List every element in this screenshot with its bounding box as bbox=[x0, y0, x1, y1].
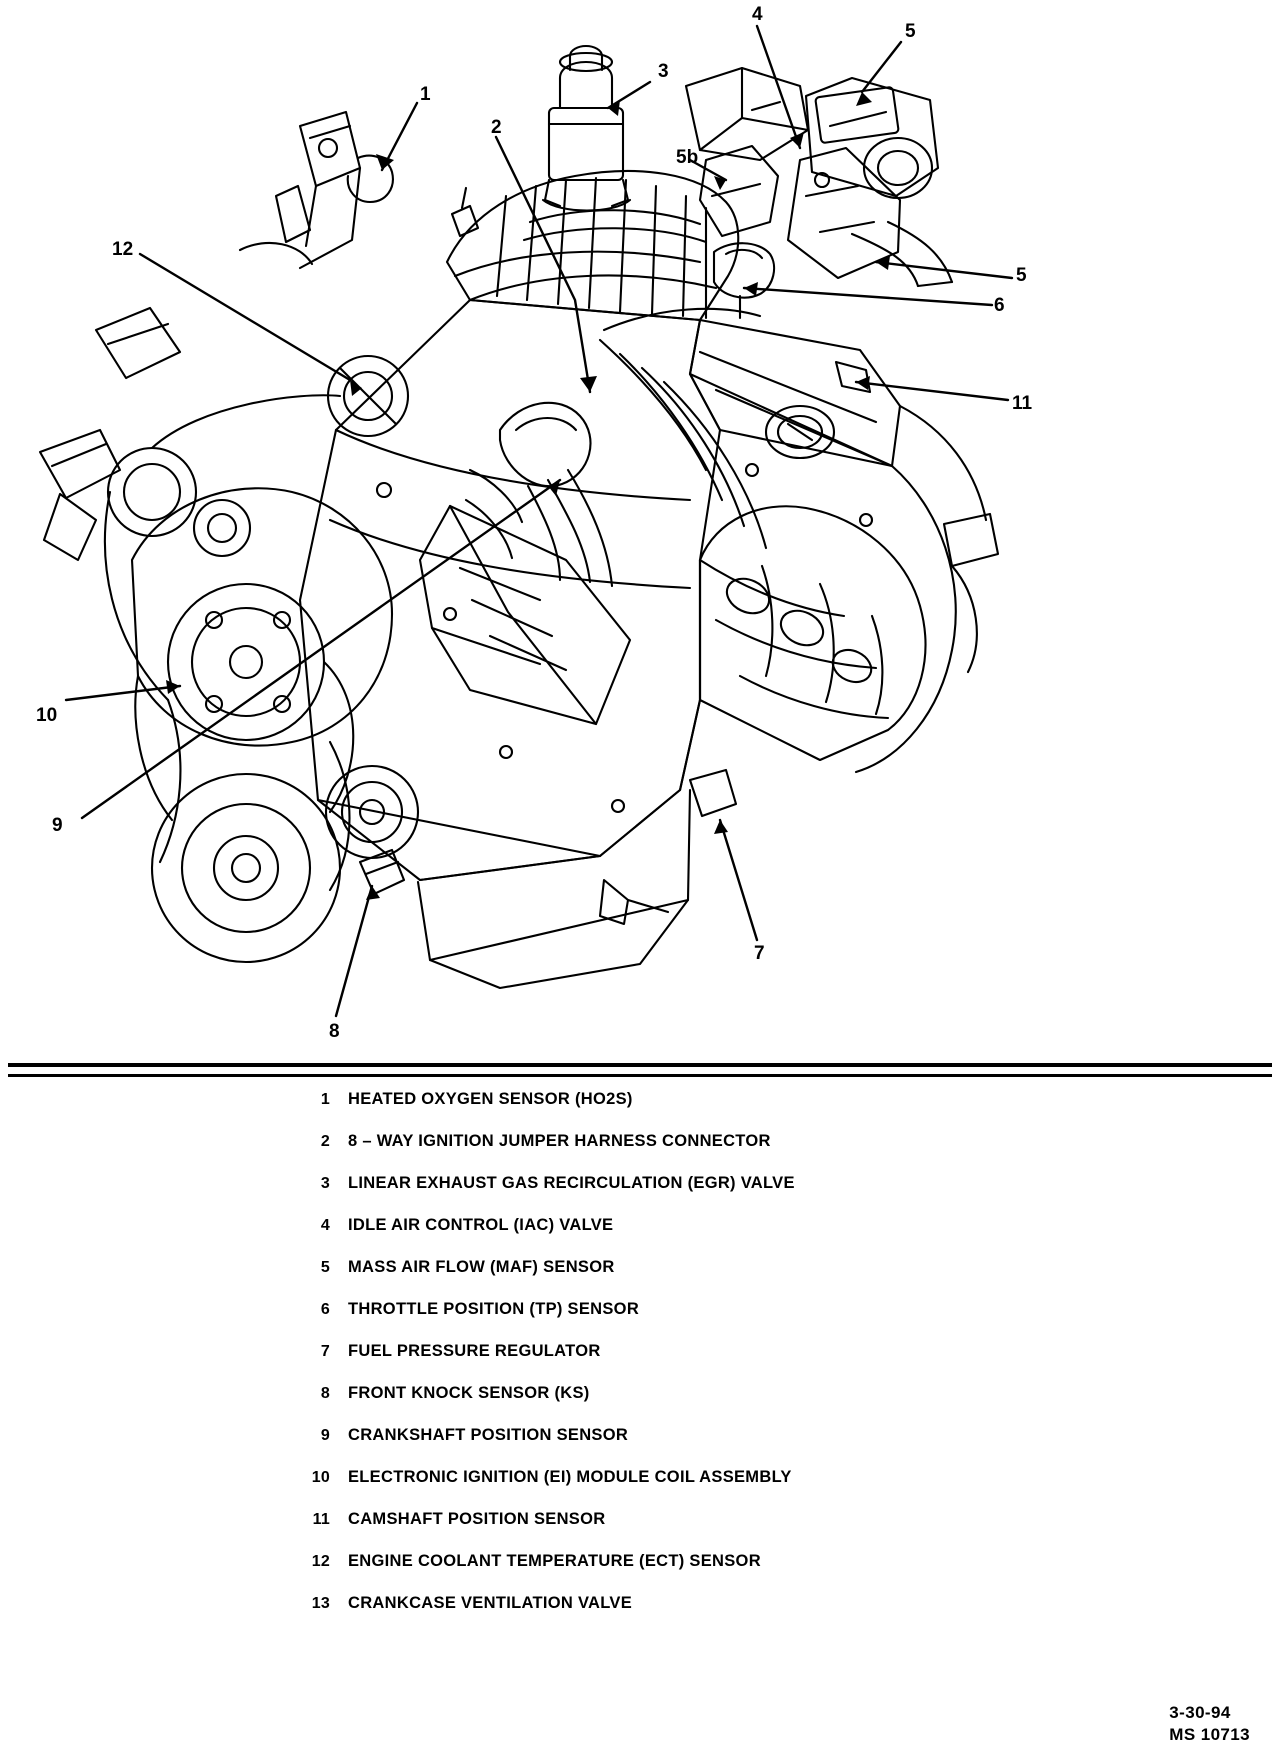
callout-4: 4 bbox=[752, 4, 763, 25]
legend-number: 9 bbox=[320, 1427, 330, 1444]
legend-item bbox=[0, 1510, 1280, 1552]
legend-number: 11 bbox=[312, 1511, 330, 1528]
legend-label: CRANKCASE VENTILATION VALVE bbox=[348, 1594, 633, 1612]
legend-label: CAMSHAFT POSITION SENSOR bbox=[348, 1510, 606, 1528]
legend-label: ELECTRONIC IGNITION (EI) MODULE COIL ASSEMBLY bbox=[348, 1468, 792, 1486]
legend-number: 3 bbox=[320, 1175, 330, 1192]
callout-8: 7 bbox=[754, 943, 765, 964]
legend-label: 8 – WAY IGNITION JUMPER HARNESS CONNECTOR bbox=[348, 1132, 771, 1150]
divider-bottom bbox=[8, 1074, 1272, 1077]
leader-lines bbox=[66, 26, 1012, 1016]
left-valve-cover bbox=[420, 506, 630, 724]
legend-item bbox=[0, 1300, 1280, 1342]
legend-item bbox=[0, 1090, 1280, 1132]
divider-top bbox=[8, 1063, 1272, 1067]
callout-13: 12 bbox=[112, 239, 134, 260]
engine-mount-brackets bbox=[40, 308, 180, 560]
legend-list bbox=[0, 1090, 1280, 1636]
legend-number: 5 bbox=[320, 1259, 330, 1276]
callout-1: 1 bbox=[420, 84, 431, 105]
legend-number: 7 bbox=[320, 1343, 330, 1360]
legend-item bbox=[0, 1426, 1280, 1468]
legend-number: 1 bbox=[320, 1091, 330, 1108]
legend-label: ENGINE COOLANT TEMPERATURE (ECT) SENSOR bbox=[348, 1552, 761, 1570]
egr-valve bbox=[543, 46, 630, 211]
legend-item bbox=[0, 1342, 1280, 1384]
legend-label: CRANKSHAFT POSITION SENSOR bbox=[348, 1426, 629, 1444]
legend-number: 8 bbox=[320, 1385, 330, 1402]
legend-number: 12 bbox=[311, 1553, 330, 1570]
hardware-details bbox=[377, 188, 872, 812]
callout-5-right: 5 bbox=[1016, 265, 1027, 286]
legend-item bbox=[0, 1468, 1280, 1510]
callout-12: 11 bbox=[1012, 393, 1033, 414]
callout-2: 2 bbox=[491, 117, 502, 138]
legend-label: LINEAR EXHAUST GAS RECIRCULATION (EGR) VALVE bbox=[348, 1174, 795, 1192]
spark-plug-wires bbox=[600, 340, 766, 548]
legend-label: HEATED OXYGEN SENSOR (HO2S) bbox=[348, 1090, 633, 1108]
figure-footer bbox=[1169, 1702, 1250, 1746]
callout-9: 8 bbox=[329, 1021, 340, 1042]
callout-10: 9 bbox=[52, 815, 63, 836]
legend-item bbox=[0, 1258, 1280, 1300]
legend-item bbox=[0, 1216, 1280, 1258]
legend-label: MASS AIR FLOW (MAF) SENSOR bbox=[348, 1258, 615, 1276]
legend-item bbox=[0, 1594, 1280, 1636]
callout-5: 5 bbox=[905, 21, 916, 42]
legend-number: 10 bbox=[311, 1469, 330, 1486]
legend-label: FRONT KNOCK SENSOR (KS) bbox=[348, 1384, 590, 1402]
legend-number: 4 bbox=[320, 1217, 330, 1234]
oil-pan bbox=[418, 560, 700, 988]
legend-label: THROTTLE POSITION (TP) SENSOR bbox=[348, 1300, 640, 1318]
callout-7: 6 bbox=[994, 295, 1005, 316]
ho2s-bracket bbox=[240, 112, 393, 268]
callout-6: 5b bbox=[676, 147, 699, 168]
right-exhaust-manifold bbox=[700, 506, 925, 760]
legend-number: 13 bbox=[311, 1595, 330, 1612]
legend-item bbox=[0, 1174, 1280, 1216]
knock-sensor bbox=[690, 770, 736, 816]
legend-item bbox=[0, 1132, 1280, 1174]
intake-manifold bbox=[447, 171, 738, 320]
legend-label: IDLE AIR CONTROL (IAC) VALVE bbox=[348, 1216, 614, 1234]
right-valve-cover bbox=[690, 320, 900, 466]
engine-block bbox=[300, 300, 720, 880]
callout-11: 10 bbox=[36, 705, 58, 726]
legend-label: FUEL PRESSURE REGULATOR bbox=[348, 1342, 601, 1360]
legend-item bbox=[0, 1384, 1280, 1426]
legend-item bbox=[0, 1552, 1280, 1594]
callout-3: 3 bbox=[658, 61, 669, 82]
legend-number: 2 bbox=[320, 1133, 330, 1150]
figure-code: MS 10713 bbox=[1169, 1725, 1250, 1744]
legend-number: 6 bbox=[320, 1301, 330, 1318]
figure-date: 3-30-94 bbox=[1169, 1703, 1231, 1722]
